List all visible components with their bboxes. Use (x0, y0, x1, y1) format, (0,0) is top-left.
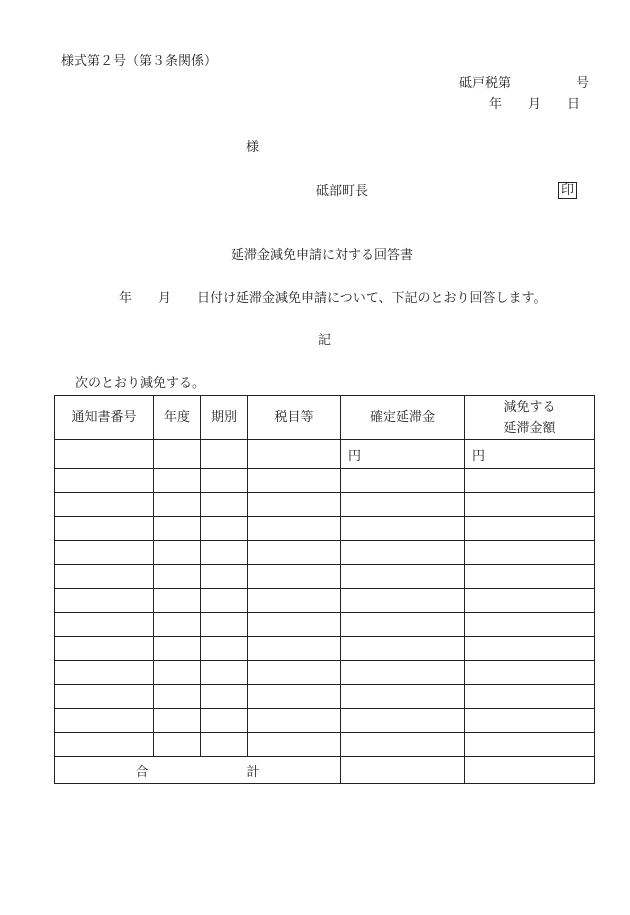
table-cell (248, 517, 341, 541)
table-cell (341, 541, 465, 565)
table-cell (154, 709, 201, 733)
table-cell (341, 517, 465, 541)
table-row (55, 589, 595, 613)
table-cell (201, 541, 248, 565)
table-cell (465, 637, 595, 661)
table-cell (55, 613, 154, 637)
table-cell (55, 469, 154, 493)
table-cell (341, 733, 465, 757)
table-cell (248, 637, 341, 661)
header-confirmed-delinquency: 確定延滞金 (341, 396, 465, 440)
table-cell (201, 685, 248, 709)
table-cell (248, 613, 341, 637)
table-cell (465, 685, 595, 709)
table-cell (154, 493, 201, 517)
header-period: 期別 (201, 396, 248, 440)
table-cell (465, 541, 595, 565)
yen-unit: 円 (465, 440, 595, 469)
table-cell (248, 661, 341, 685)
table-row (55, 469, 595, 493)
total-label (55, 757, 341, 784)
table-cell (154, 661, 201, 685)
table-cell (341, 637, 465, 661)
table-row (55, 685, 595, 709)
yen-unit: 円 (341, 440, 465, 469)
table-cell (341, 493, 465, 517)
date-line: 年 月 日 (489, 97, 581, 112)
table-cell (465, 493, 595, 517)
document-number: 砥戸税第 号 (459, 76, 590, 91)
table-row (55, 541, 595, 565)
table-cell (465, 589, 595, 613)
table-row (55, 709, 595, 733)
table-cell (465, 709, 595, 733)
table-cell (465, 661, 595, 685)
header-tax-item: 税目等 (248, 396, 341, 440)
table-cell (201, 469, 248, 493)
seal-mark: 印 (558, 182, 577, 199)
table-cell (201, 637, 248, 661)
table-cell (201, 709, 248, 733)
total-row (55, 757, 595, 784)
table-cell (154, 469, 201, 493)
table-cell (248, 685, 341, 709)
table-cell (341, 709, 465, 733)
table-cell (55, 733, 154, 757)
table-cell (248, 565, 341, 589)
table-cell (201, 440, 248, 469)
document-title: 延滞金減免申請に対する回答書 (231, 248, 414, 263)
header-year: 年度 (154, 396, 201, 440)
table-cell (55, 661, 154, 685)
table-cell (201, 613, 248, 637)
table-cell (55, 440, 154, 469)
table-cell (248, 440, 341, 469)
table-row (55, 637, 595, 661)
table-row (55, 733, 595, 757)
table-cell (465, 565, 595, 589)
table-row (55, 613, 595, 637)
table-cell (248, 709, 341, 733)
table-cell (201, 661, 248, 685)
table-cell (341, 685, 465, 709)
table-cell (341, 469, 465, 493)
table-row (55, 565, 595, 589)
table-cell (465, 613, 595, 637)
table-cell (465, 733, 595, 757)
table-cell (465, 517, 595, 541)
table-row (55, 440, 595, 469)
table-cell (55, 589, 154, 613)
table-cell (154, 517, 201, 541)
table-cell (341, 661, 465, 685)
total-label-right: 計 (246, 764, 260, 780)
table-cell (248, 493, 341, 517)
table-cell (248, 541, 341, 565)
table-cell (55, 517, 154, 541)
issuer-name: 砥部町長 (316, 184, 369, 199)
total-confirmed-cell (341, 757, 465, 784)
table-cell (154, 589, 201, 613)
table-cell (201, 565, 248, 589)
ki-label: 記 (318, 333, 332, 348)
table-cell (55, 637, 154, 661)
table-cell (201, 517, 248, 541)
form-id: 様式第２号（第３条関係） (61, 54, 218, 69)
table-cell (55, 685, 154, 709)
body-text: 年 月 日付け延滞金減免申請について、下記のとおり回答します。 (119, 291, 547, 306)
table-cell (55, 709, 154, 733)
total-reduction-cell (465, 757, 595, 784)
table-cell (248, 733, 341, 757)
table-cell (154, 440, 201, 469)
table-cell (201, 589, 248, 613)
table-row (55, 493, 595, 517)
table-cell (341, 565, 465, 589)
table-cell (201, 733, 248, 757)
table-cell (55, 493, 154, 517)
recipient-suffix: 様 (246, 140, 260, 155)
reduction-table (54, 395, 595, 784)
table-row (55, 661, 595, 685)
table-cell (201, 493, 248, 517)
table-cell (154, 733, 201, 757)
table-header-row (55, 396, 595, 440)
table-cell (154, 637, 201, 661)
header-reduction-line2: 延滞金額 (503, 420, 556, 436)
total-label-left: 合 (135, 764, 149, 780)
table-cell (465, 469, 595, 493)
table-cell (55, 565, 154, 589)
table-cell (55, 541, 154, 565)
table-cell (341, 613, 465, 637)
table-row (55, 517, 595, 541)
intro-text: 次のとおり減免する。 (75, 376, 206, 391)
table-cell (154, 685, 201, 709)
header-reduction-amount (465, 396, 595, 440)
table-cell (154, 565, 201, 589)
table-cell (154, 541, 201, 565)
table-cell (248, 589, 341, 613)
table-cell (248, 469, 341, 493)
header-reduction-line1: 減免する (503, 399, 556, 415)
table-cell (341, 589, 465, 613)
header-notice-number: 通知書番号 (55, 396, 154, 440)
table-cell (154, 613, 201, 637)
